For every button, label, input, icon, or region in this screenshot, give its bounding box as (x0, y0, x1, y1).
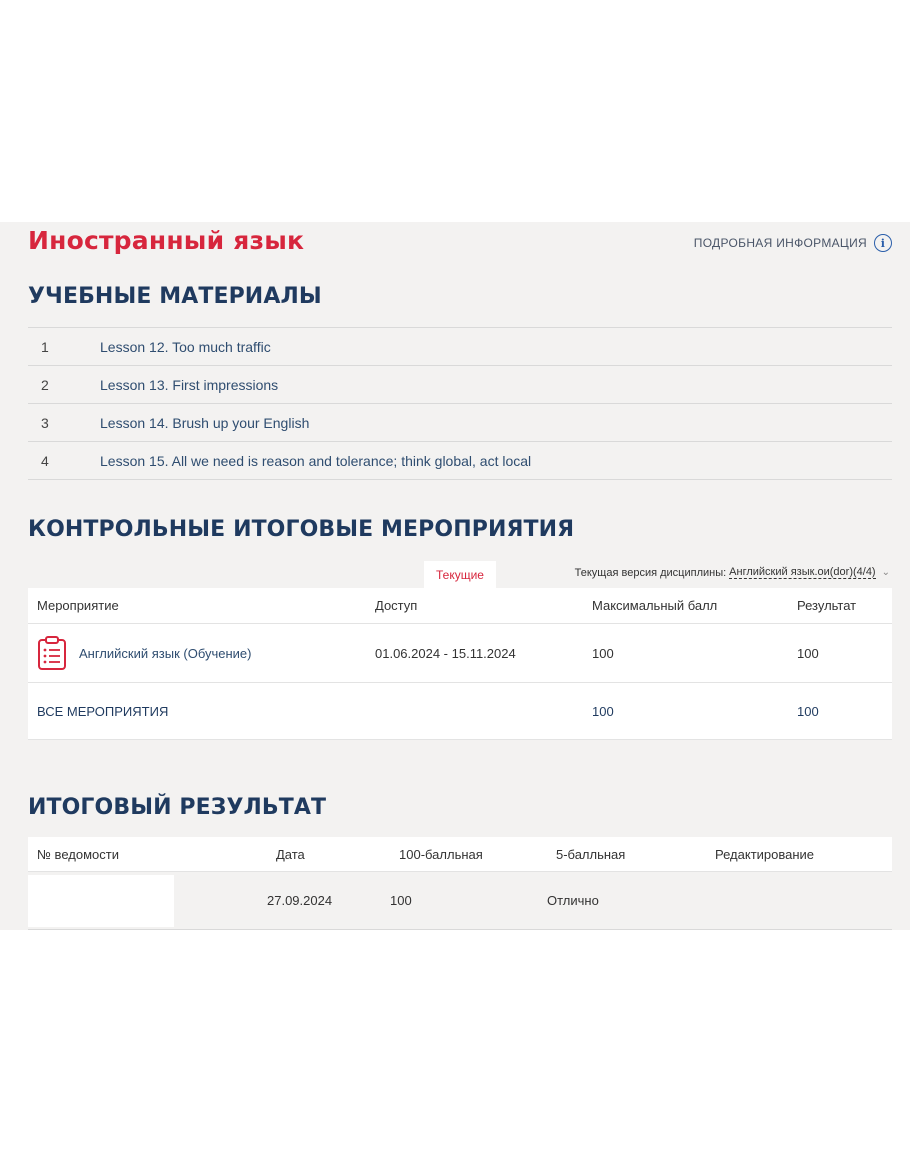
final-heading: ИТОГОВЫЙ РЕЗУЛЬТАТ (28, 795, 327, 820)
total-label: ВСЕ МЕРОПРИЯТИЯ (37, 703, 169, 719)
table-header (28, 837, 892, 872)
list-item-label: Lesson 12. Too much traffic (100, 338, 271, 355)
materials-heading: УЧЕБНЫЕ МАТЕРИАЛЫ (28, 284, 322, 309)
version-label: Текущая версия дисциплины: (574, 566, 727, 579)
score5-cell: Отлично (547, 893, 599, 908)
page-title: Иностранный язык (28, 226, 305, 255)
statement-cell (28, 872, 267, 929)
discipline-version (575, 566, 890, 579)
list-item-label: Lesson 13. First impressions (100, 376, 279, 393)
column-header: 100-балльная (399, 846, 483, 862)
version-select[interactable]: Английский язык.ои(dor)(4/4) (729, 566, 876, 578)
list-item[interactable] (28, 404, 892, 442)
list-item-number: 2 (41, 376, 49, 393)
total-max-score: 100 (592, 703, 614, 719)
table-row (28, 872, 892, 930)
clipboard-icon (37, 635, 67, 671)
column-header: Дата (276, 846, 305, 862)
list-item[interactable] (28, 328, 892, 366)
table-header (28, 588, 892, 624)
details-link-label: ПОДРОБНАЯ ИНФОРМАЦИЯ (693, 236, 867, 250)
column-header: 5-балльная (556, 846, 626, 862)
tab-current[interactable]: Текущие (424, 561, 496, 588)
materials-list (28, 327, 892, 480)
access-period: 01.06.2024 - 15.11.2024 (375, 645, 516, 661)
total-row (28, 683, 892, 740)
score100-cell: 100 (390, 893, 412, 908)
table-row (28, 624, 892, 683)
column-header: Доступ (375, 598, 418, 613)
list-item[interactable] (28, 366, 892, 404)
list-item-number: 4 (41, 452, 49, 469)
list-item-label: Lesson 14. Brush up your English (100, 414, 310, 431)
discipline-panel (0, 222, 910, 930)
events-toolbar (28, 558, 892, 588)
details-link[interactable] (694, 234, 892, 252)
column-header: Максимальный балл (592, 598, 718, 613)
list-item-label: Lesson 15. All we need is reason and tolerance; think global, act local (100, 452, 532, 469)
max-score: 100 (592, 645, 614, 661)
final-results-table (28, 837, 892, 930)
list-item-number: 1 (41, 338, 49, 355)
event-cell (28, 635, 375, 671)
events-table (28, 588, 892, 740)
info-icon: i (874, 234, 892, 252)
column-header: Редактирование (715, 846, 815, 862)
list-item[interactable] (28, 442, 892, 480)
statement-number (28, 875, 174, 927)
chevron-down-icon[interactable]: ⌄ (881, 567, 890, 578)
total-result-score: 100 (797, 703, 819, 719)
result-score: 100 (797, 645, 819, 661)
event-link[interactable]: Английский язык (Обучение) (79, 645, 252, 661)
events-heading: КОНТРОЛЬНЫЕ ИТОГОВЫЕ МЕРОПРИЯТИЯ (28, 517, 575, 542)
column-header: Мероприятие (37, 598, 119, 613)
date-cell: 27.09.2024 (267, 893, 333, 908)
column-header: № ведомости (37, 846, 119, 862)
list-item-number: 3 (41, 414, 49, 431)
column-header: Результат (797, 598, 857, 613)
